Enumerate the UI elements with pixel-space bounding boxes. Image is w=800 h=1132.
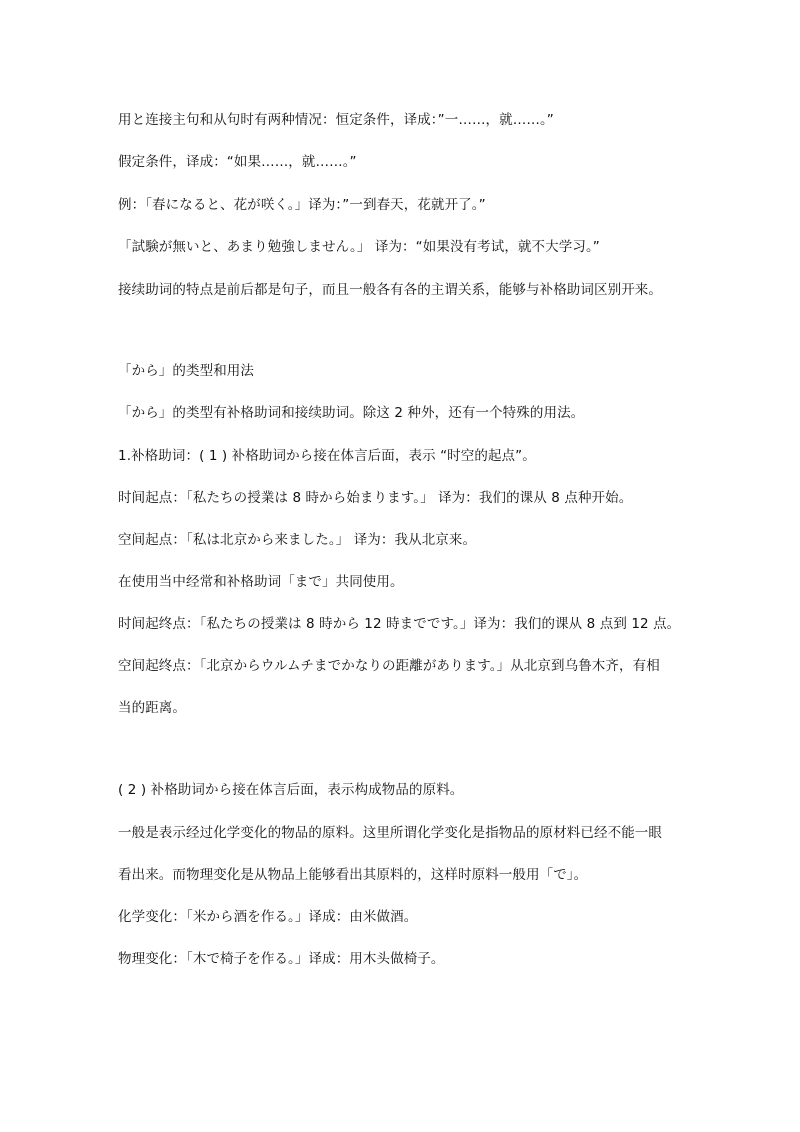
section-heading: 「から」的类型和用法 <box>118 363 254 379</box>
text-line: 一般是表示经过化学变化的物品的原料。这里所谓化学变化是指物品的原材料已经不能一眼 <box>118 825 662 841</box>
text-line: 1.补格助词：( 1 ) 补格助词から接在体言后面，表示 “时空的起点”。 <box>118 448 536 464</box>
text-line: 接续助词的特点是前后都是句子，而且一般各有各的主谓关系，能够与补格助词区别开来。 <box>118 282 662 298</box>
text-line: 物理变化：「木で椅子を作る。」译成：用木头做椅子。 <box>118 951 445 967</box>
text-line: ( 2 ) 补格助词から接在体言后面，表示构成物品的原料。 <box>118 782 464 798</box>
text-line: 化学变化：「米から酒を作る。」译成：由米做酒。 <box>118 909 418 925</box>
text-line: 时间起终点：「私たちの授業は 8 時から 12 時までです。」译为：我们的课从 8 点到 12 点。 <box>118 616 681 632</box>
text-line: 用と连接主句和从句时有两种情况：恒定条件，译成：”一……，就……。” <box>118 112 554 128</box>
text-line: 看出来。而物理变化是从物品上能够看出其原料的，这样时原料一般用「で」。 <box>118 867 588 883</box>
text-line: 「から」的类型有补格助词和接续助词。除这 2 种外，还有一个特殊的用法。 <box>118 405 585 421</box>
text-line: 时间起点：「私たちの授業は 8 時から始まります。」 译为：我们的课从 8 点种开始。 <box>118 490 633 506</box>
text-line: 空间起终点：「北京からウルムチまでかなりの距離があります。」从北京到乌鲁木齐，有相 <box>118 658 660 674</box>
text-line: 假定条件，译成：“如果……，就……。” <box>118 154 357 170</box>
text-line: 空间起点：「私は北京から来ました。」 译为：我从北京来。 <box>118 532 477 548</box>
text-line: 「試験が無いと、あまり勉強しません。」 译为：“如果没有考试，就不大学习。” <box>118 239 600 255</box>
text-line: 在使用当中经常和补格助词「まで」共同使用。 <box>118 574 404 590</box>
text-line: 例：「春になると、花が咲く。」译为：”一到春天，花就开了。” <box>118 197 486 213</box>
text-line: 当的距离。 <box>118 700 186 716</box>
